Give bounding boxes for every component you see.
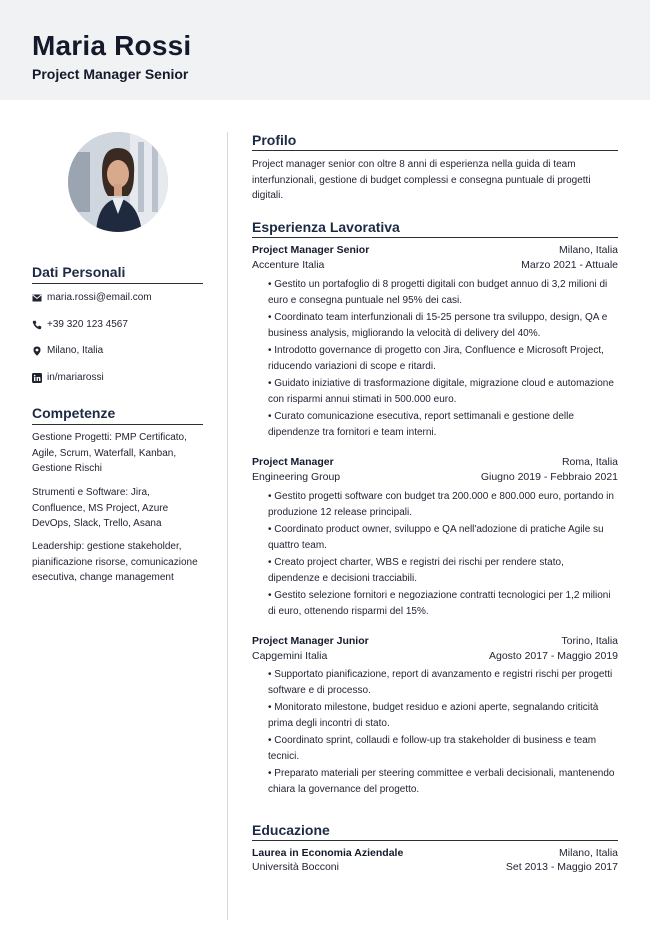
job-bullets [268,277,618,442]
job-role: Project Manager [252,456,334,468]
skill-item: Strumenti e Software: Jira, Confluence, MS Project, Azure DevOps, Slack, Trello, Asana [32,487,169,529]
phone-icon [32,320,42,330]
skill-item: Leadership: gestione stakeholder, pianificazione risorse, comunicazione esecutiva, change management [32,541,198,583]
skill-item: Gestione Progetti: PMP Certificato, Agile, Scrum, Waterfall, Kanban, Gestione Rischi [32,432,187,474]
job-location: Roma, Italia [561,456,618,468]
linkedin-text: in/mariarossi [47,372,104,383]
job-company: Engineering Group [252,471,341,483]
bullet-item: • Curato comunicazione esecutiva, report settimanali e gestione delle dipendenze tra fornitori e team interni. [268,409,618,440]
bullet-item: • Gestito selezione fornitori e negoziazione contratti tecnologici per 1,2 milioni di euro, ottenendo risparmi del 15%. [268,588,618,619]
job-company: Accenture Italia [252,259,325,271]
bullet-item: • Guidato iniziative di trasformazione digitale, migrazione cloud e automazione con risparmi annui stimati in 500.000 euro. [268,376,618,407]
job-dates: Marzo 2021 - Attuale [521,259,618,271]
job-role: Project Manager Junior [252,635,369,647]
experience-heading: Esperienza Lavorativa [252,219,618,238]
job-header [252,635,618,647]
bullet-item: • Gestito progetti software con budget tra 200.000 e 800.000 euro, portando in produzione 12 release principali. [268,489,618,520]
bullet-item: • Introdotto governance di progetto con Jira, Confluence e Microsoft Project, riducendo variazioni di scope e ritardi. [268,343,618,374]
education-header [252,847,618,859]
skills-heading: Competenze [32,405,203,425]
job-subheader [252,650,618,662]
job-subheader [252,259,618,271]
location-text: Milano, Italia [47,345,104,356]
bullet-item: • Coordinato team interfunzionali di 15-25 persone tra sviluppo, design, QA e business analysis, migliorando la velocità di delivery del 40%. [268,310,618,341]
profile-photo [68,132,168,232]
phone-text: +39 320 123 4567 [47,319,128,330]
job-location: Torino, Italia [561,635,618,647]
education-school: Università Bocconi [252,861,339,873]
personal-info-heading: Dati Personali [32,264,203,284]
bullet-item: • Gestito un portafoglio di 8 progetti digitali con budget annuo di 3,2 milioni di euro e consegna puntuale nel 95% dei casi. [268,277,618,308]
bullet-item: • Monitorato milestone, budget residuo e azioni aperte, segnalando criticità prima degli incontri di stato. [268,700,618,731]
contact-email[interactable] [32,292,203,303]
profile-summary: Project manager senior con oltre 8 anni di esperienza nella guida di team interfunzionali, gestione di budget complessi e consegna puntuale di progetti digitali. [252,159,591,201]
education-heading: Educazione [252,822,618,841]
email-text: maria.rossi@email.com [47,292,152,303]
job-header [252,244,618,256]
contact-location [32,345,203,356]
contact-phone[interactable] [32,319,203,330]
job-role: Project Manager Senior [252,244,370,256]
bullet-item: • Coordinato sprint, collaudi e follow-up tra stakeholder di business e team tecnici. [268,733,618,764]
profile-heading: Profilo [252,132,618,151]
location-icon [32,346,42,356]
contact-linkedin[interactable] [32,372,203,383]
job-subheader [252,471,618,483]
bullet-item: • Preparato materiali per steering committee e verbali decisionali, mantenendo chiara la governance del progetto. [268,766,618,797]
job-bullets [268,489,618,621]
education-subheader [252,861,618,873]
mail-icon [32,293,42,303]
bullet-item: • Supportato pianificazione, report di avanzamento e registri rischi per progetti software e di processo. [268,667,618,698]
education-dates: Set 2013 - Maggio 2017 [505,861,618,873]
education-location: Milano, Italia [559,847,618,859]
column-divider [227,132,228,920]
candidate-title: Project Manager Senior [32,66,189,82]
linkedin-icon [32,373,42,383]
job-location: Milano, Italia [559,244,618,256]
job-dates: Agosto 2017 - Maggio 2019 [488,650,618,662]
resume-header [0,0,650,100]
bullet-item: • Coordinato product owner, sviluppo e QA nell'adozione di pratiche Agile su quattro team. [268,522,618,553]
job-dates: Giugno 2019 - Febbraio 2021 [480,471,618,483]
job-company: Capgemini Italia [252,650,328,662]
job-header [252,456,618,468]
job-bullets [268,667,618,799]
education-degree: Laurea in Economia Aziendale [252,847,404,859]
candidate-name: Maria Rossi [32,30,192,61]
bullet-item: • Creato project charter, WBS e registri dei rischi per rendere stato, dipendenze e decisioni tracciabili. [268,555,618,586]
